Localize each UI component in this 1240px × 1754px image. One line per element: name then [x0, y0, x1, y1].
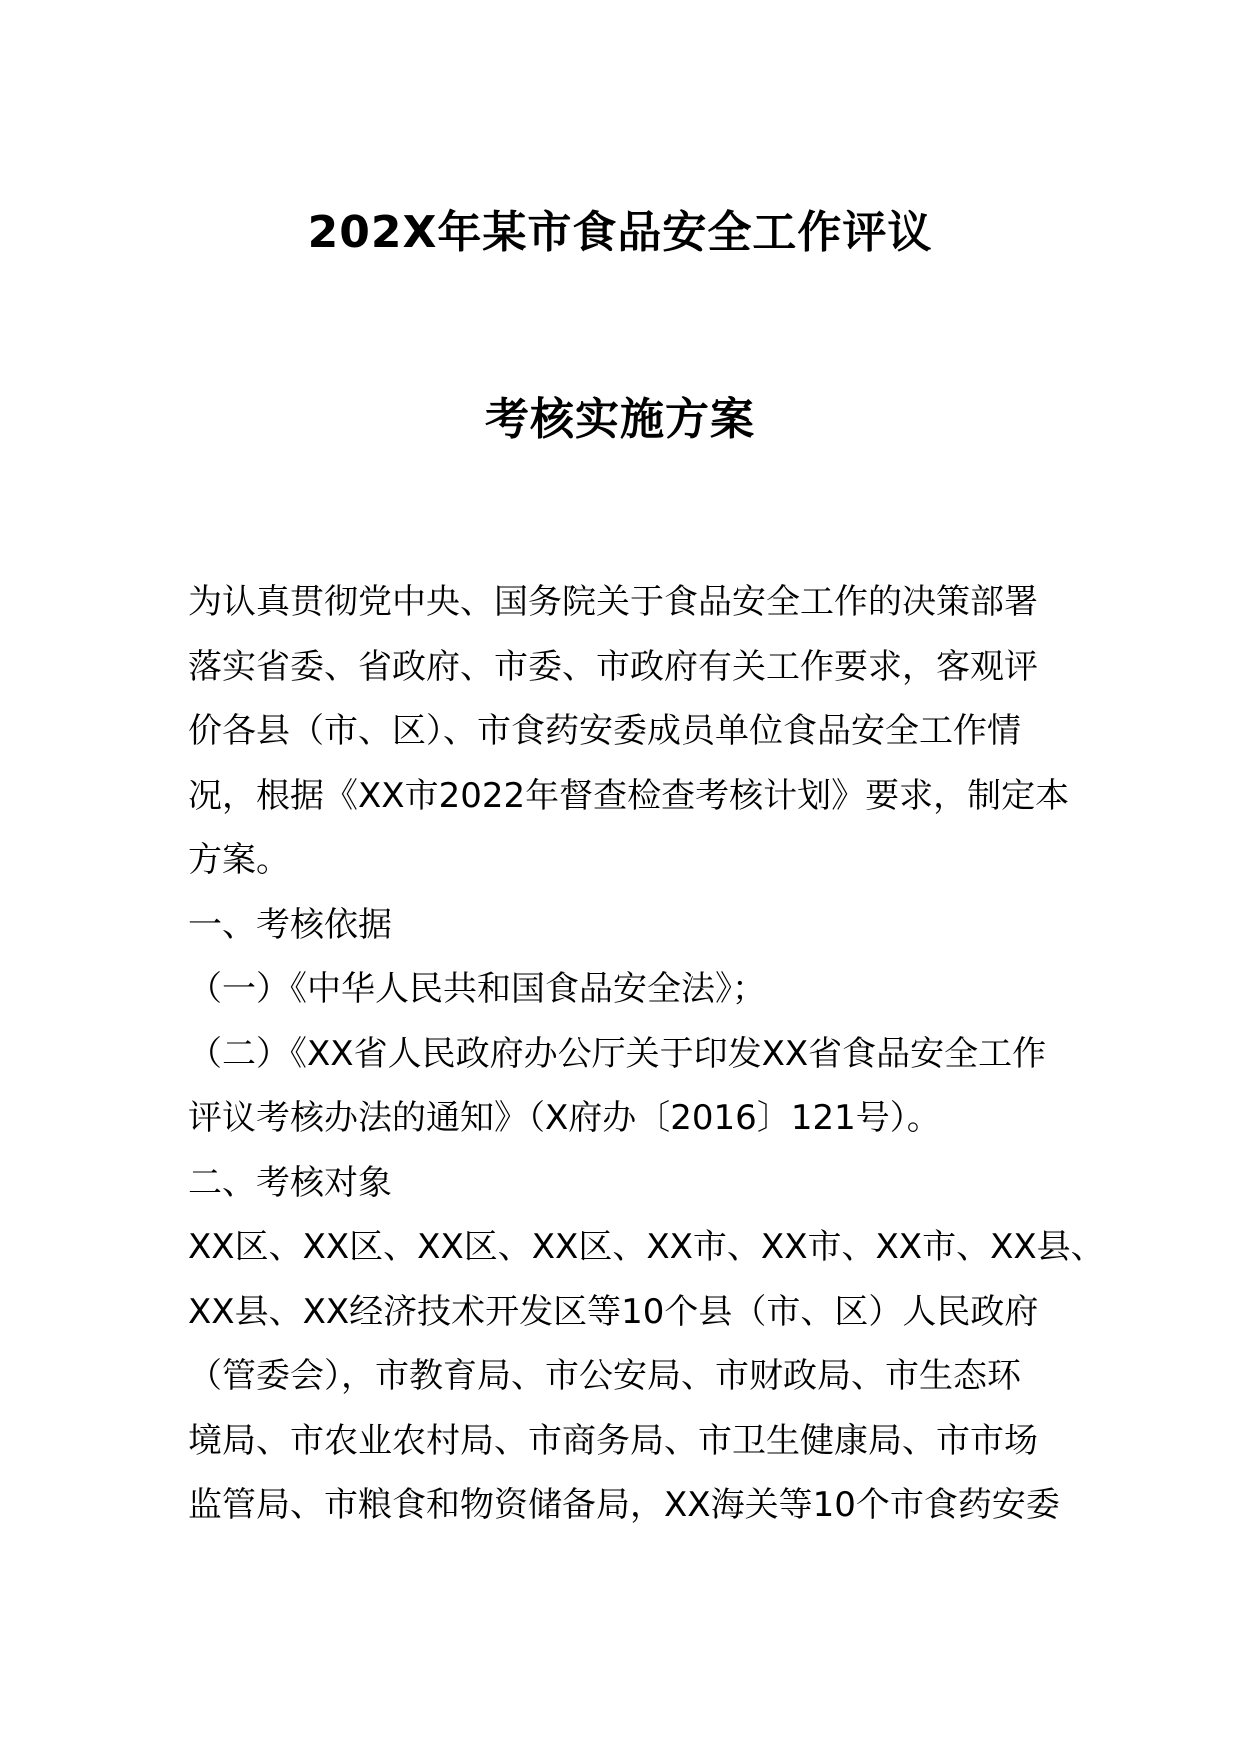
- targets-line: XX县、XX经济技术开发区等10个县（市、区）人民政府: [188, 1291, 1039, 1332]
- body-line: 落实省委、省政府、市委、市政府有关工作要求，客观评: [188, 646, 1038, 687]
- targets-line: （管委会），市教育局、市公安局、市财政局、市生态环: [188, 1356, 1021, 1396]
- document-title-line-2: 考核实施方案: [485, 394, 755, 445]
- targets-line: 监管局、市粮食和物资储备局，XX海关等10个市食药安委: [188, 1485, 1060, 1525]
- section-heading-targets: 二、考核对象: [188, 1162, 392, 1203]
- section-heading-basis: 一、考核依据: [188, 904, 392, 945]
- body-line: 况，根据《XX市2022年督查检查考核计划》要求，制定本: [188, 775, 1070, 816]
- basis-item-1: （一）《中华人民共和国食品安全法》；: [188, 969, 766, 1009]
- basis-item-2-continued: 评议考核办法的通知》（X府办〔2016〕121号）。: [188, 1098, 941, 1138]
- body-line: 价各县（市、区）、市食药安委成员单位食品安全工作情: [188, 711, 1021, 751]
- document-body: [188, 570, 1105, 1538]
- targets-line: 境局、市农业农村局、市商务局、市卫生健康局、市市场: [188, 1420, 1038, 1461]
- document-title-line-1: 202X年某市食品安全工作评议: [307, 207, 933, 258]
- body-line: 为认真贯彻党中央、国务院关于食品安全工作的决策部署: [188, 582, 1038, 622]
- targets-line: XX区、XX区、XX区、XX区、XX市、XX市、XX市、XX县、: [188, 1227, 1105, 1267]
- body-line: 方案。: [188, 840, 290, 880]
- basis-item-2: （二）《XX省人民政府办公厅关于印发XX省食品安全工作: [188, 1033, 1047, 1074]
